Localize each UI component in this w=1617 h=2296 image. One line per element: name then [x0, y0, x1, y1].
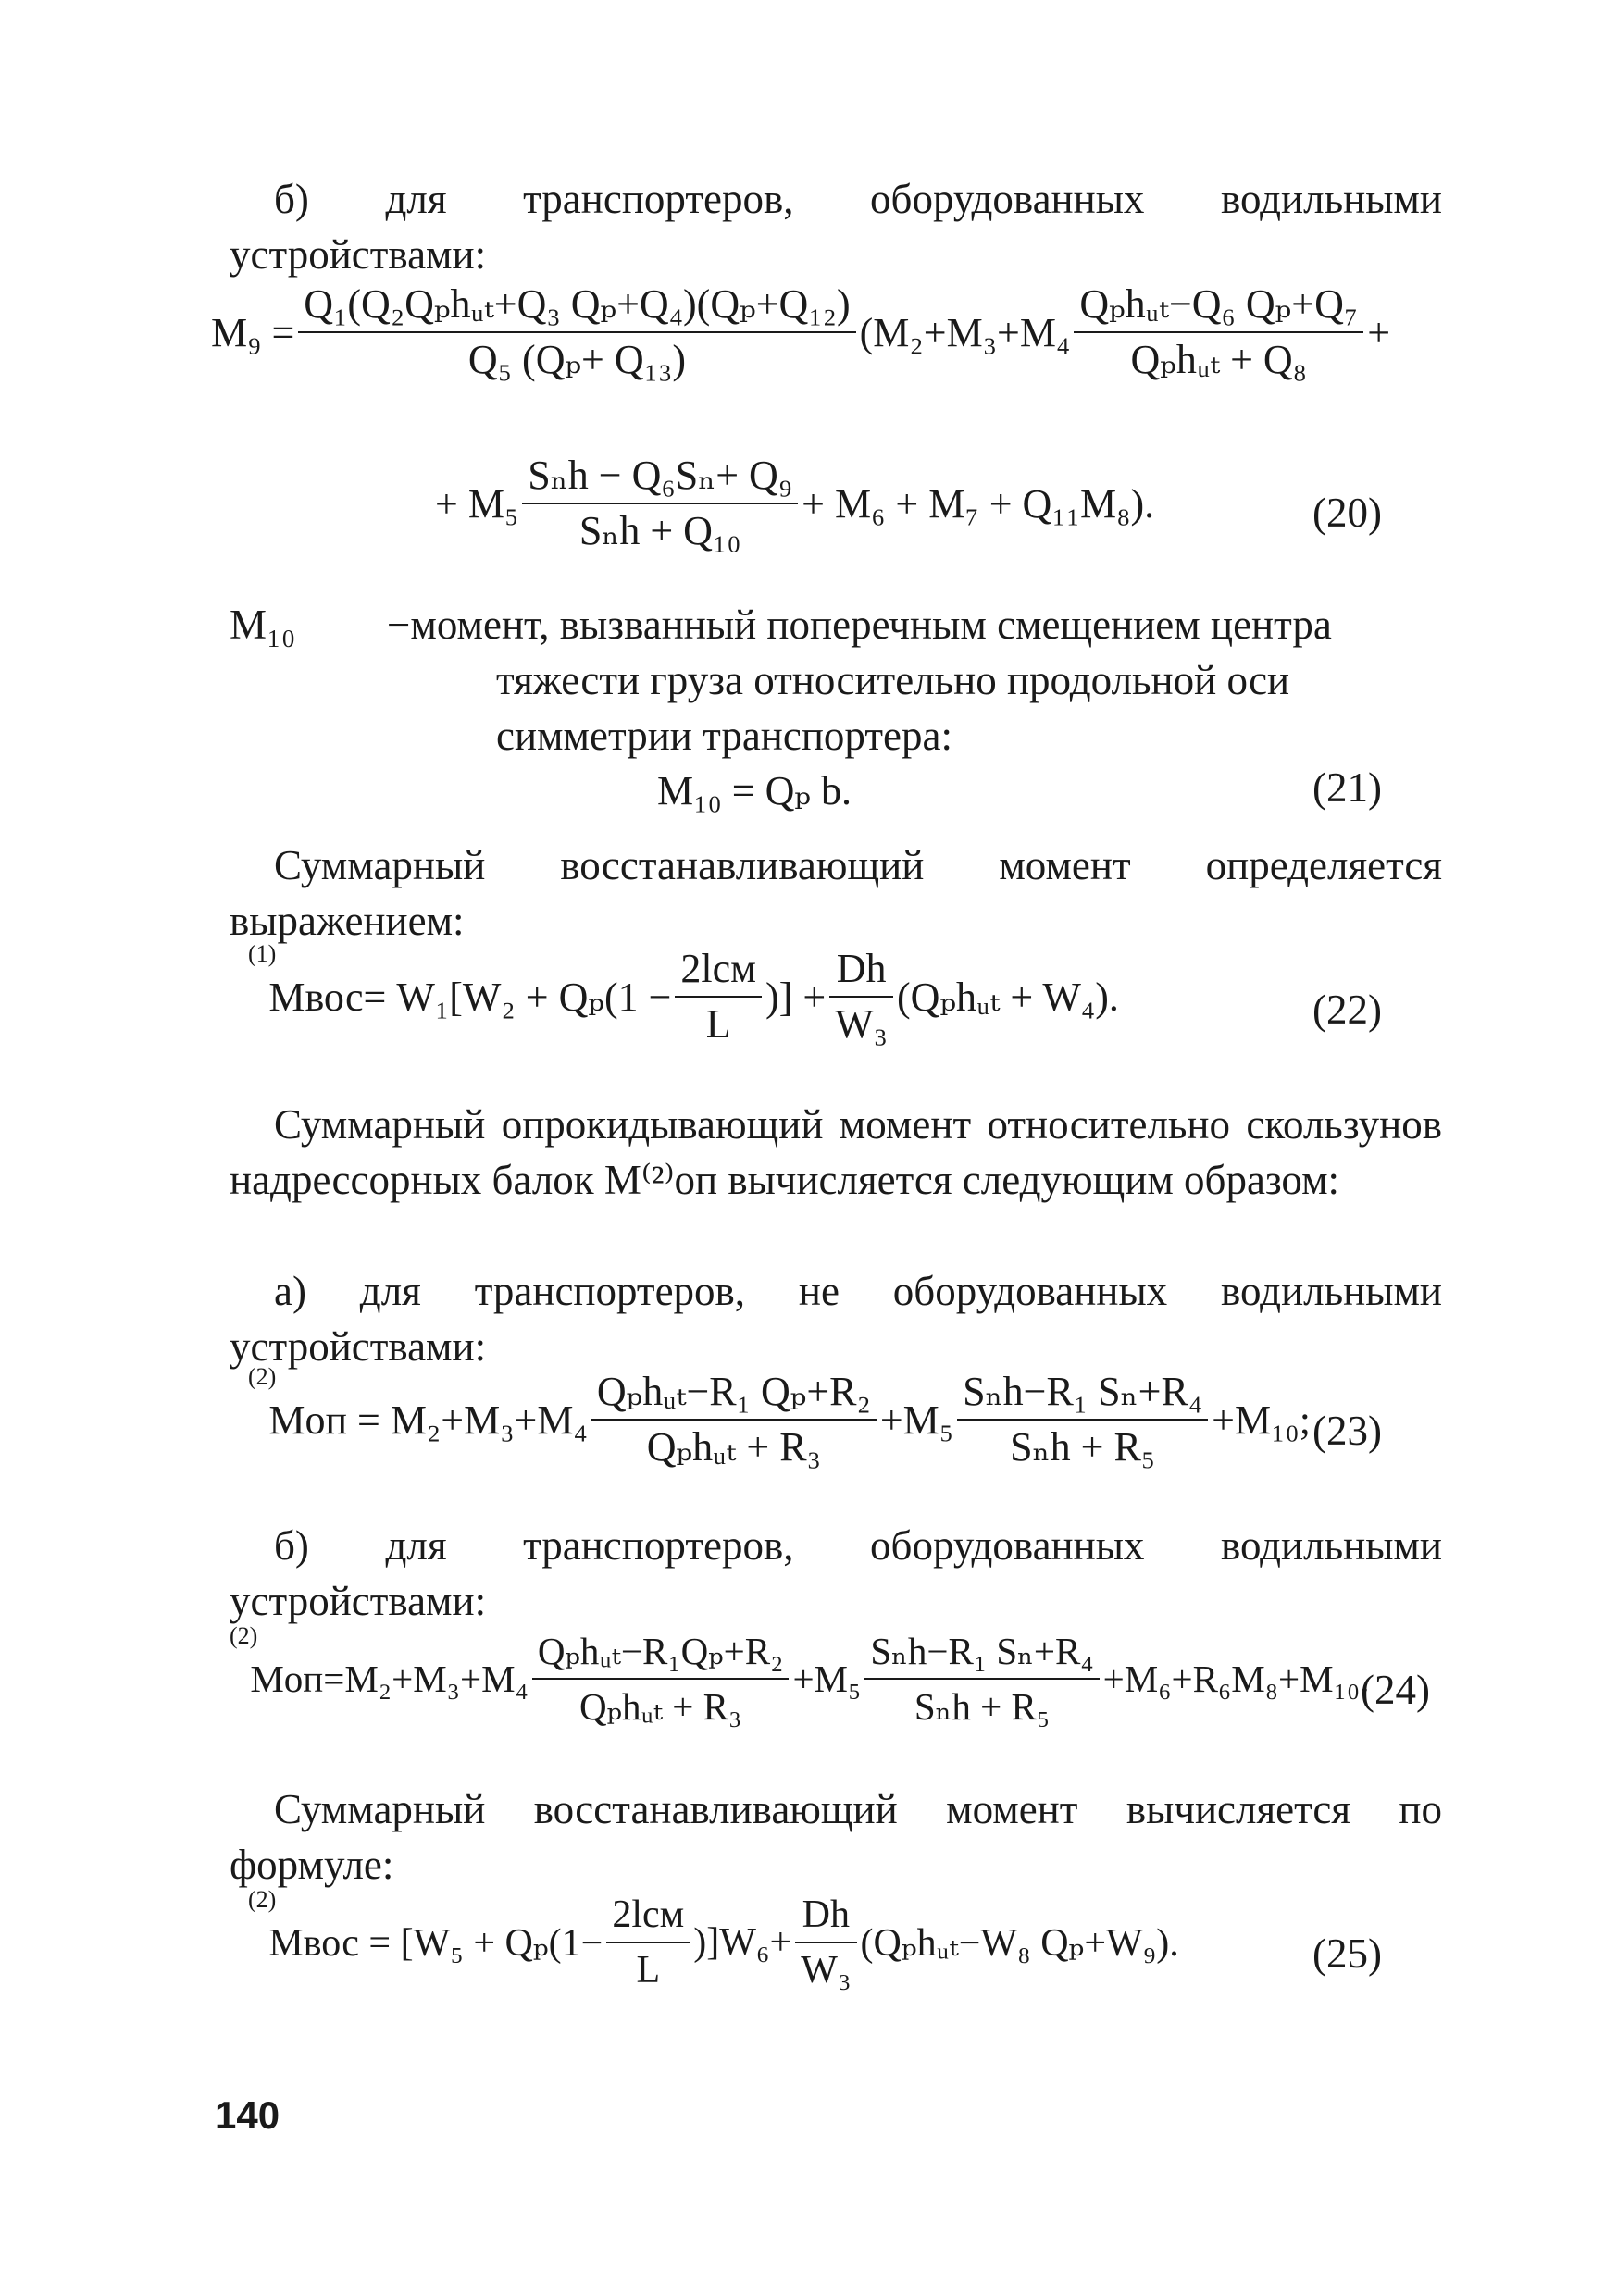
equation-24 [230, 1624, 1369, 1733]
eq25-fraction-2-numerator: Dh [802, 1893, 851, 1936]
eq23-superscript: (2) [248, 1363, 277, 1390]
eq24-fraction-1 [532, 1624, 790, 1733]
eq22-tail: (Qₚhᵤₜ + W₄). [897, 974, 1119, 1020]
equation-number-23: (23) [1312, 1408, 1382, 1454]
eq24-superscript: (2) [230, 1622, 258, 1649]
eq24-tail: +M₆+R₆M₈+M₁₀. [1102, 1657, 1370, 1700]
paragraph-transporters-with-guides-2: б) для транспортеров, оборудованных водильными устройствами: [230, 1522, 1442, 1624]
eq20-fraction-2 [1074, 278, 1363, 387]
equation-23 [248, 1365, 1311, 1474]
eq20-fraction-3 [522, 449, 798, 558]
equation-number-21: (21) [1312, 764, 1382, 811]
eq23-fraction-1-numerator: Qₚhᵤₜ−R₁ Qₚ+R₂ [596, 1369, 871, 1414]
eq20-plus: + [1367, 309, 1391, 355]
equation-number-25: (25) [1312, 1930, 1382, 1977]
eq22-fraction-1-numerator: 2lсм [680, 946, 757, 991]
eq24-fraction-1-numerator: Qₚhᵤₜ−R₁Qₚ+R₂ [537, 1630, 784, 1672]
paragraph-total-restoring-moment: Суммарный восстанавливающий момент определяется выражением: [230, 842, 1442, 944]
eq20-mid: (M₂+M₃+M₄ [859, 309, 1071, 355]
eq20-fraction-3-numerator: Sₙh − Q₆Sₙ+ Q₉ [528, 453, 793, 498]
eq23-fraction-1-denominator: Qₚhᵤₜ + R₃ [646, 1424, 821, 1470]
eq23-lhs: Mоп = M₂+M₃+M₄ [268, 1396, 588, 1443]
eq20-lhs: M₉ = [211, 309, 295, 355]
eq22-superscript: (1) [248, 940, 277, 967]
equation-number-22: (22) [1312, 987, 1382, 1033]
eq25-lhs: Mвос = [W₅ + Qₚ(1− [268, 1922, 603, 1965]
eq22-mid: )] + [765, 974, 827, 1020]
paragraph-transporters-without-guides: а) для транспортеров, не оборудованных водильными устройствами: [230, 1268, 1442, 1370]
eq20-fraction-1-numerator: Q₁(Q₂Qₚhᵤₜ+Q₃ Qₚ+Q₄)(Qₚ+Q₁₂) [304, 281, 851, 327]
equation-22 [248, 942, 1119, 1051]
eq22-fraction-2-numerator: Dh [836, 946, 887, 991]
eq25-superscript: (2) [248, 1886, 277, 1913]
eq24-fraction-2 [864, 1624, 1099, 1733]
eq23-fraction-1 [591, 1365, 877, 1474]
eq22-fraction-2-denominator: W₃ [835, 1001, 889, 1047]
eq21-expression: M₁₀ = Qₚ b. [657, 768, 852, 813]
m10-symbol: M₁₀ [230, 602, 296, 648]
eq20-fraction-1 [298, 278, 855, 387]
eq20-fraction-2-denominator: Qₚhᵤₜ + Q₈ [1130, 337, 1308, 382]
eq20-fraction-1-denominator: Q₅ (Qₚ+ Q₁₃) [467, 337, 686, 382]
eq25-fraction-2 [795, 1888, 856, 1997]
eq23-fraction-2-denominator: Sₙh + R₅ [1010, 1424, 1156, 1470]
paragraph-transporters-with-guides: б) для транспортеров, оборудованных водильными устройствами: [230, 176, 1442, 278]
eq25-fraction-1-numerator: 2lсм [612, 1893, 685, 1936]
equation-21 [657, 763, 852, 819]
eq23-fraction-2-numerator: Sₙh−R₁ Sₙ+R₄ [963, 1369, 1203, 1414]
eq23-fraction-2 [957, 1365, 1208, 1474]
eq25-fraction-2-denominator: W₃ [801, 1949, 852, 1992]
paragraph-total-restoring-moment-2: Суммарный восстанавливающий момент вычисляется по формуле: [230, 1786, 1442, 1888]
eq20-fraction-3-denominator: Sₙh + Q₁₀ [578, 508, 741, 553]
eq24-fraction-2-numerator: Sₙh−R₁ Sₙ+R₄ [870, 1630, 1094, 1672]
equation-25 [248, 1888, 1179, 1997]
eq22-fraction-1 [675, 942, 762, 1051]
equation-20-line-1 [211, 278, 1390, 387]
eq20-line2-pre: + M₅ [435, 480, 519, 527]
m10-description: −момент, вызванный поперечным смещением центра тяжести груза относительно продольной оси симметрии транспортера: [387, 602, 1332, 759]
eq22-fraction-1-denominator: L [705, 1001, 731, 1047]
eq22-fraction-2 [829, 942, 893, 1051]
eq24-lhs: Mоп=M₂+M₃+M₄ [250, 1657, 529, 1700]
page-number: 140 [215, 2093, 280, 2137]
eq22-lhs: Mвос= W₁[W₂ + Qₚ(1 − [268, 974, 672, 1020]
eq24-mid: +M₅ [792, 1657, 862, 1700]
eq25-mid: )]W₆+ [693, 1921, 792, 1964]
eq25-fraction-1 [606, 1888, 690, 1997]
eq20-fraction-2-numerator: Qₚhᵤₜ−Q₆ Qₚ+Q₇ [1079, 281, 1359, 327]
eq24-fraction-1-denominator: Qₚhᵤₜ + R₃ [578, 1685, 742, 1728]
eq23-tail: +M₁₀; [1212, 1396, 1311, 1443]
equation-number-24: (24) [1361, 1667, 1430, 1713]
eq20-line2-post: + M₆ + M₇ + Q₁₁M₈). [802, 480, 1155, 527]
equation-20-line-2 [435, 449, 1154, 558]
eq25-fraction-1-denominator: L [636, 1949, 661, 1992]
eq23-mid: +M₅ [879, 1396, 954, 1443]
m10-definition [230, 597, 1444, 763]
paragraph-total-tipping-moment: Суммарный опрокидывающий момент относительно скользунов надрессорных балок M⁽²⁾оп вычисляется следующим образом: [230, 1101, 1442, 1203]
eq24-fraction-2-denominator: Sₙh + R₅ [914, 1685, 1051, 1728]
eq25-tail: (Qₚhᵤₜ−W₈ Qₚ+W₉). [860, 1922, 1179, 1965]
equation-number-20: (20) [1312, 490, 1382, 536]
